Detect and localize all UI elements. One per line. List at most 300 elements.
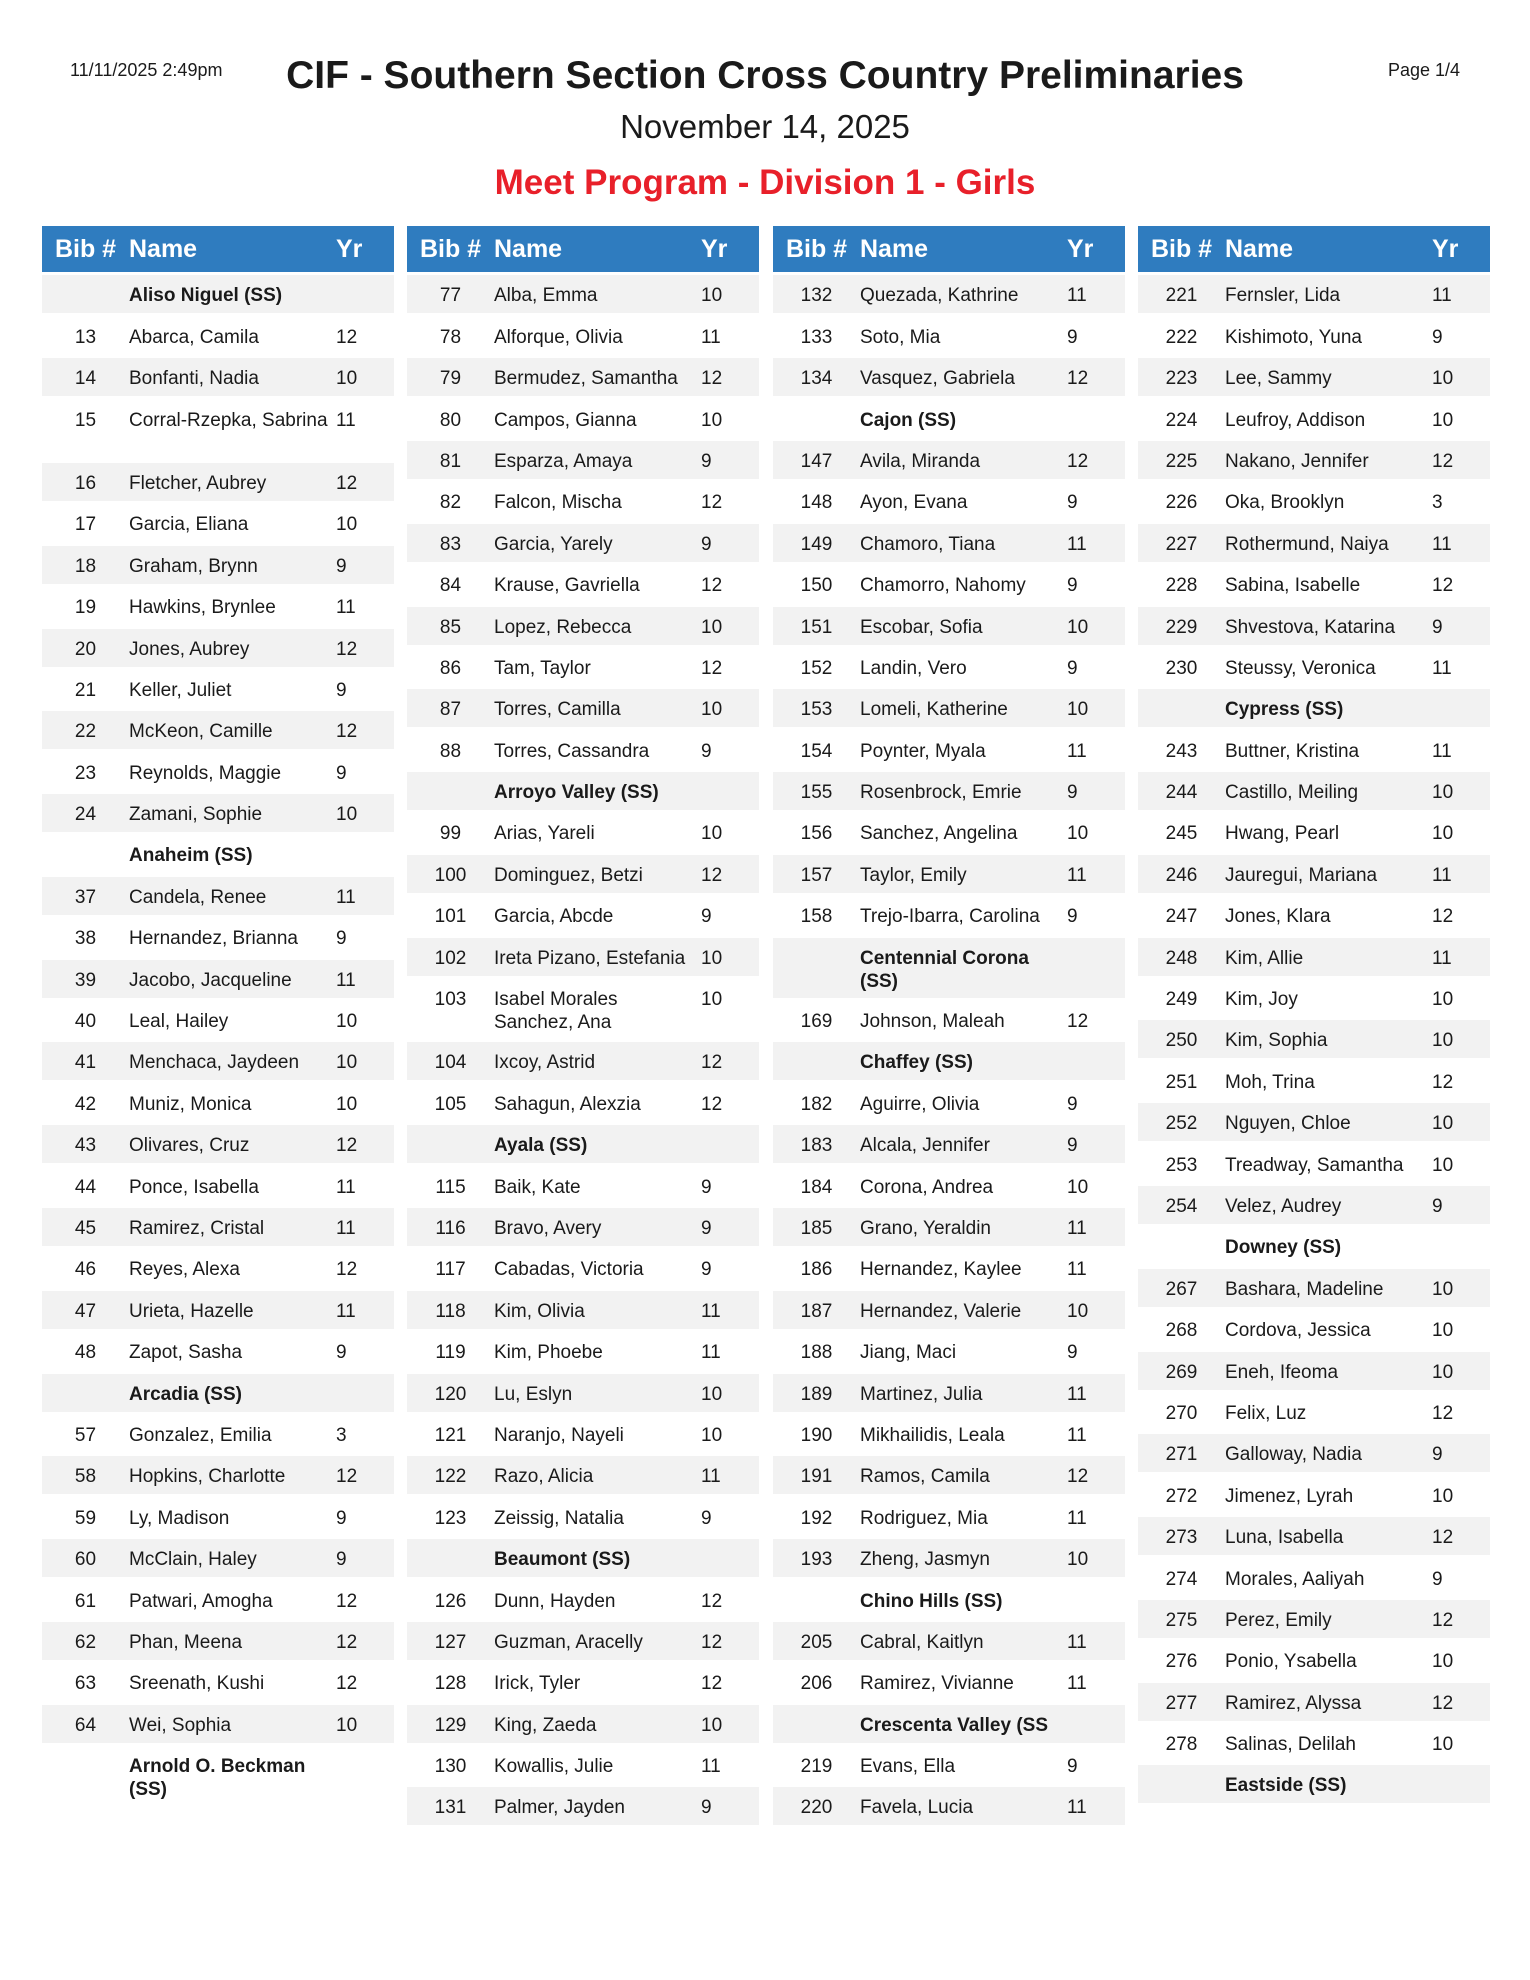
athlete-name: Hernandez, Brianna — [129, 928, 298, 950]
table-row — [407, 896, 759, 934]
school-row — [1138, 1227, 1490, 1265]
athlete-name: Kim, Phoebe — [494, 1342, 603, 1364]
table-row — [407, 648, 759, 686]
table-row — [42, 670, 394, 708]
table-row — [42, 877, 394, 915]
bib-cell — [773, 1581, 860, 1590]
year-cell: 12 — [1432, 1527, 1454, 1549]
school-name: Ayala (SS) — [494, 1135, 588, 1157]
table-row — [1138, 1559, 1490, 1597]
header-name: Name — [129, 234, 198, 263]
header-yr: Yr — [1067, 234, 1094, 263]
year-cell: 10 — [701, 989, 723, 1011]
year-cell: 10 — [1432, 409, 1454, 431]
bib-cell: 224 — [1165, 409, 1198, 431]
table-row — [773, 1332, 1125, 1370]
school-row — [42, 1374, 394, 1412]
athlete-name: Morales, Aaliyah — [1225, 1568, 1365, 1590]
entries-columns — [42, 226, 1488, 1826]
athlete-name: Leufroy, Addison — [1225, 409, 1366, 431]
bib-cell: 81 — [439, 450, 462, 472]
athlete-name: Aguirre, Olivia — [860, 1093, 980, 1115]
athlete-name: Cordova, Jessica — [1225, 1320, 1371, 1342]
table-row — [1138, 1724, 1490, 1762]
athlete-name: Zapot, Sasha — [129, 1342, 243, 1364]
page-title: CIF - Southern Section Cross Country Preliminaries — [286, 54, 1244, 97]
year-cell: 10 — [1432, 1320, 1454, 1342]
table-row — [1138, 1310, 1490, 1348]
table-row — [407, 1622, 759, 1660]
table-row — [773, 1084, 1125, 1122]
athlete-name: Bravo, Avery — [494, 1217, 602, 1239]
table-row — [42, 1084, 394, 1122]
bib-cell: 151 — [800, 616, 833, 638]
athlete-name: Candela, Renee — [129, 886, 267, 908]
year-cell: 12 — [336, 721, 358, 743]
table-row — [42, 629, 394, 667]
bib-cell: 15 — [74, 409, 97, 431]
bib-cell: 191 — [800, 1466, 833, 1488]
table-row — [1138, 275, 1490, 313]
bib-cell: 37 — [74, 886, 97, 908]
school-name: Chino Hills (SS) — [860, 1590, 1003, 1612]
bib-cell: 24 — [74, 804, 97, 826]
bib-cell: 152 — [800, 657, 833, 679]
bib-cell: 269 — [1165, 1361, 1198, 1383]
table-header — [407, 226, 759, 272]
table-row — [407, 1291, 759, 1329]
bib-cell: 60 — [74, 1549, 97, 1571]
year-cell: 9 — [336, 1342, 347, 1364]
header-name: Name — [860, 234, 929, 263]
year-cell: 10 — [1432, 1278, 1454, 1300]
athlete-name: Sahagun, Alexzia — [494, 1093, 641, 1115]
athlete-name: Taylor, Emily — [860, 864, 967, 886]
bib-cell — [42, 1746, 129, 1755]
year-cell: 11 — [1067, 1259, 1087, 1281]
athlete-name: Dunn, Hayden — [494, 1590, 616, 1612]
bib-cell — [407, 1539, 494, 1548]
bib-cell: 133 — [800, 326, 833, 348]
year-cell: 12 — [1432, 450, 1454, 472]
table-row — [407, 689, 759, 727]
page-number: Page 1/4 — [1387, 60, 1460, 80]
bib-cell: 105 — [434, 1093, 467, 1115]
table-row — [773, 1415, 1125, 1453]
year-cell: 11 — [701, 1342, 721, 1364]
bib-cell: 57 — [74, 1424, 97, 1446]
year-cell: 9 — [1067, 1756, 1078, 1778]
athlete-name: Campos, Gianna — [494, 409, 637, 431]
school-row — [1138, 1765, 1490, 1803]
table-row — [42, 1291, 394, 1329]
table-row — [407, 855, 759, 893]
year-cell — [1430, 1765, 1490, 1774]
bib-cell: 248 — [1165, 947, 1198, 969]
bib-cell: 252 — [1165, 1113, 1198, 1135]
table-row — [1138, 1186, 1490, 1224]
year-cell: 9 — [1067, 906, 1078, 928]
athlete-name: Soto, Mia — [860, 326, 941, 348]
bib-cell: 153 — [800, 699, 833, 721]
year-cell: 11 — [336, 969, 356, 991]
athlete-name: Kim, Sophia — [1225, 1030, 1328, 1052]
table-row — [407, 524, 759, 562]
bib-cell: 189 — [800, 1383, 833, 1405]
athlete-name: Hopkins, Charlotte — [129, 1466, 286, 1488]
table-row — [407, 1415, 759, 1453]
bib-cell: 103 — [434, 989, 467, 1011]
table-row — [1138, 317, 1490, 355]
bib-cell: 244 — [1165, 782, 1198, 804]
athlete-name: Garcia, Abcde — [494, 906, 614, 928]
year-cell: 10 — [701, 409, 723, 431]
bib-cell: 223 — [1165, 368, 1198, 390]
bib-cell — [407, 1125, 494, 1134]
bib-cell: 246 — [1165, 864, 1198, 886]
table-row — [773, 1663, 1125, 1701]
athlete-name: Reyes, Alexa — [129, 1259, 240, 1281]
bib-cell: 205 — [800, 1631, 833, 1653]
athlete-name: Jauregui, Mariana — [1225, 864, 1378, 886]
athlete-name: Mikhailidis, Leala — [860, 1424, 1005, 1446]
table-row — [407, 938, 759, 976]
year-cell: 12 — [701, 1673, 723, 1695]
athlete-name: Kim, Joy — [1225, 989, 1298, 1011]
bib-cell: 150 — [800, 575, 833, 597]
year-cell: 11 — [1067, 1507, 1087, 1529]
athlete-name: Lopez, Rebecca — [494, 616, 632, 638]
table-row — [773, 275, 1125, 313]
athlete-name: Kowallis, Julie — [494, 1756, 614, 1778]
bib-cell — [42, 275, 129, 284]
athlete-name: Rothermund, Naiya — [1225, 533, 1389, 555]
table-row — [42, 1208, 394, 1246]
bib-cell: 183 — [800, 1135, 833, 1157]
table-row — [1138, 400, 1490, 438]
table-row — [407, 441, 759, 479]
bib-cell: 230 — [1165, 657, 1198, 679]
year-cell: 10 — [336, 804, 358, 826]
year-cell: 10 — [701, 947, 723, 969]
year-cell: 9 — [336, 762, 347, 784]
bib-cell: 268 — [1165, 1320, 1198, 1342]
year-cell: 11 — [1067, 285, 1087, 307]
athlete-name: Shvestova, Katarina — [1225, 616, 1396, 638]
bib-cell: 100 — [434, 864, 467, 886]
table-row — [42, 504, 394, 542]
year-cell: 11 — [336, 1176, 356, 1198]
year-cell: 12 — [336, 326, 358, 348]
table-row — [407, 400, 759, 438]
bib-cell — [773, 1705, 860, 1714]
year-cell: 10 — [336, 1093, 358, 1115]
table-row — [1138, 979, 1490, 1017]
table-row — [773, 1291, 1125, 1329]
table-row — [42, 1539, 394, 1577]
bib-cell: 206 — [800, 1673, 833, 1695]
table-row — [407, 482, 759, 520]
athlete-name: Grano, Yeraldin — [860, 1217, 991, 1239]
athlete-name: Jiang, Maci — [860, 1342, 957, 1364]
bib-cell: 154 — [800, 740, 833, 762]
bib-cell: 80 — [439, 409, 462, 431]
athlete-name: Salinas, Delilah — [1225, 1734, 1356, 1756]
bib-cell: 88 — [439, 740, 462, 762]
athlete-name: Olivares, Cruz — [129, 1135, 250, 1157]
bib-cell: 46 — [74, 1259, 97, 1281]
bib-cell: 157 — [800, 864, 833, 886]
bib-cell: 63 — [74, 1673, 97, 1695]
bib-cell: 58 — [74, 1466, 97, 1488]
table-row — [407, 1084, 759, 1122]
school-row — [773, 1581, 1125, 1619]
header-bib: Bib # — [419, 234, 482, 263]
athlete-name: Wei, Sophia — [129, 1714, 232, 1736]
bib-cell: 61 — [74, 1590, 97, 1612]
table-row — [1138, 855, 1490, 893]
bib-cell: 118 — [435, 1300, 466, 1322]
year-cell: 9 — [701, 740, 712, 762]
table-row — [42, 1249, 394, 1287]
athlete-name: Fletcher, Aubrey — [129, 472, 267, 494]
year-cell: 11 — [1432, 740, 1452, 762]
bib-cell: 276 — [1165, 1651, 1198, 1673]
table-row — [773, 855, 1125, 893]
athlete-name: Ramirez, Alyssa — [1225, 1692, 1362, 1714]
year-cell: 12 — [336, 638, 358, 660]
table-row — [42, 753, 394, 791]
table-row — [1138, 1476, 1490, 1514]
table-row — [42, 546, 394, 584]
table-row — [42, 1498, 394, 1536]
athlete-name: Eneh, Ifeoma — [1225, 1361, 1339, 1383]
year-cell — [1065, 400, 1125, 409]
bib-cell: 185 — [800, 1217, 833, 1239]
bib-cell: 188 — [800, 1342, 833, 1364]
bib-cell: 116 — [435, 1217, 466, 1239]
school-row — [42, 835, 394, 873]
bib-cell: 128 — [434, 1673, 467, 1695]
athlete-name: Irick, Tyler — [494, 1673, 581, 1695]
athlete-name: King, Zaeda — [494, 1714, 597, 1736]
year-cell: 11 — [336, 409, 356, 431]
year-cell: 12 — [1067, 1466, 1089, 1488]
athlete-name: Oka, Brooklyn — [1225, 492, 1345, 514]
bib-cell: 20 — [74, 638, 97, 660]
table-header — [773, 226, 1125, 272]
year-cell: 10 — [336, 1011, 358, 1033]
school-row — [407, 772, 759, 810]
athlete-name: Jones, Klara — [1225, 906, 1331, 928]
bib-cell — [407, 772, 494, 781]
year-cell: 11 — [1432, 285, 1452, 307]
bib-cell: 190 — [800, 1424, 833, 1446]
school-name: Eastside (SS) — [1225, 1775, 1347, 1797]
table-row — [1138, 1269, 1490, 1307]
bib-cell: 275 — [1165, 1609, 1198, 1631]
header-bib: Bib # — [54, 234, 117, 263]
athlete-name: Escobar, Sofia — [860, 616, 983, 638]
bib-cell: 226 — [1165, 492, 1198, 514]
bib-cell: 278 — [1165, 1734, 1198, 1756]
athlete-name: Lomeli, Katherine — [860, 699, 1008, 721]
year-cell: 9 — [1067, 575, 1078, 597]
bib-cell: 271 — [1165, 1444, 1198, 1466]
table-row — [407, 1167, 759, 1205]
bib-cell: 148 — [800, 492, 833, 514]
year-cell: 9 — [1067, 326, 1078, 348]
year-cell — [699, 772, 759, 781]
table-row — [42, 1332, 394, 1370]
athlete-name: Rodriguez, Mia — [860, 1507, 988, 1529]
header-bib: Bib # — [785, 234, 848, 263]
bib-cell: 182 — [800, 1093, 833, 1115]
header-name: Name — [1225, 234, 1294, 263]
table-row — [773, 1622, 1125, 1660]
year-cell: 11 — [1067, 1424, 1087, 1446]
year-cell: 12 — [336, 1135, 358, 1157]
table-row — [42, 1663, 394, 1701]
table-header — [1138, 226, 1490, 272]
table-row — [42, 1415, 394, 1453]
bib-cell: 23 — [74, 762, 97, 784]
athlete-name: Bonfanti, Nadia — [129, 368, 259, 390]
athlete-name: Johnson, Maleah — [860, 1011, 1005, 1033]
school-name: Cypress (SS) — [1225, 699, 1344, 721]
bib-cell: 187 — [800, 1300, 833, 1322]
athlete-name: Chamoro, Tiana — [860, 533, 996, 555]
table-row — [42, 358, 394, 396]
table-row — [773, 1456, 1125, 1494]
athlete-name: Alforque, Olivia — [494, 326, 623, 348]
bib-cell: 19 — [74, 597, 97, 619]
year-cell: 10 — [1067, 699, 1089, 721]
header-yr: Yr — [1432, 234, 1459, 263]
year-cell: 10 — [1067, 823, 1089, 845]
athlete-name: Esparza, Amaya — [494, 450, 633, 472]
athlete-name: Velez, Audrey — [1225, 1195, 1342, 1217]
year-cell: 11 — [1432, 947, 1452, 969]
table-row — [773, 1498, 1125, 1536]
bib-cell: 64 — [74, 1714, 97, 1736]
table-row — [1138, 772, 1490, 810]
bib-cell: 147 — [800, 450, 833, 472]
bib-cell: 16 — [74, 472, 97, 494]
athlete-name: Patwari, Amogha — [129, 1590, 273, 1612]
bib-cell: 41 — [74, 1052, 97, 1074]
athlete-name: Cabadas, Victoria — [494, 1259, 644, 1281]
year-cell: 10 — [1432, 368, 1454, 390]
entries-column-2 — [407, 226, 759, 1825]
year-cell: 10 — [1067, 616, 1089, 638]
athlete-name: Jimenez, Lyrah — [1225, 1485, 1354, 1507]
year-cell: 12 — [336, 1259, 358, 1281]
athlete-name: Evans, Ella — [860, 1756, 956, 1778]
school-name: Aliso Niguel (SS) — [129, 285, 283, 307]
year-cell: 9 — [1067, 782, 1078, 804]
athlete-name: Leal, Hailey — [129, 1011, 229, 1033]
year-cell: 12 — [1067, 1011, 1089, 1033]
athlete-name: Hawkins, Brynlee — [129, 597, 276, 619]
athlete-name: Lee, Sammy — [1225, 368, 1332, 390]
year-cell: 10 — [1432, 1113, 1454, 1135]
bib-cell: 272 — [1165, 1485, 1198, 1507]
year-cell: 10 — [336, 368, 358, 390]
year-cell: 11 — [701, 326, 721, 348]
year-cell: 12 — [336, 472, 358, 494]
athlete-name: Jacobo, Jacqueline — [129, 969, 292, 991]
table-row — [407, 607, 759, 645]
athlete-name: Palmer, Jayden — [494, 1797, 625, 1819]
table-row — [407, 1332, 759, 1370]
table-row — [1138, 938, 1490, 976]
bib-cell: 122 — [434, 1466, 467, 1488]
table-row — [1138, 441, 1490, 479]
year-cell: 12 — [701, 657, 723, 679]
header-yr: Yr — [336, 234, 363, 263]
athlete-name: Bermudez, Samantha — [494, 368, 678, 390]
year-cell: 9 — [1432, 1195, 1443, 1217]
year-cell — [334, 835, 394, 844]
bib-cell: 85 — [439, 616, 462, 638]
bib-cell: 104 — [434, 1052, 467, 1074]
table-row — [407, 565, 759, 603]
athlete-name: Quezada, Kathrine — [860, 285, 1019, 307]
school-row — [773, 938, 1125, 998]
table-row — [42, 1167, 394, 1205]
bib-cell: 249 — [1165, 989, 1198, 1011]
athlete-name: Martinez, Julia — [860, 1383, 983, 1405]
table-row — [42, 463, 394, 501]
school-name: Arroyo Valley (SS) — [494, 782, 659, 804]
header-yr: Yr — [701, 234, 728, 263]
year-cell — [699, 1539, 759, 1548]
bib-cell: 253 — [1165, 1154, 1198, 1176]
bib-cell: 222 — [1165, 326, 1198, 348]
bib-cell: 149 — [800, 533, 833, 555]
bib-cell: 130 — [434, 1756, 467, 1778]
year-cell: 10 — [1432, 1361, 1454, 1383]
table-row — [1138, 565, 1490, 603]
athlete-name: Luna, Isabella — [1225, 1527, 1344, 1549]
bib-cell: 120 — [434, 1383, 467, 1405]
athlete-name: Hernandez, Valerie — [860, 1300, 1022, 1322]
school-row — [407, 1539, 759, 1577]
athlete-name: Ponio, Ysabella — [1225, 1651, 1357, 1673]
athlete-name: Alba, Emma — [494, 285, 598, 307]
athlete-name: Ramos, Camila — [860, 1466, 990, 1488]
bib-cell: 155 — [800, 782, 833, 804]
bib-cell — [773, 1042, 860, 1051]
bib-cell: 220 — [800, 1797, 833, 1819]
table-row — [407, 1208, 759, 1246]
year-cell: 10 — [701, 1714, 723, 1736]
bib-cell — [773, 938, 860, 947]
bib-cell: 99 — [439, 823, 462, 845]
table-row — [773, 1374, 1125, 1412]
bib-cell: 131 — [434, 1797, 467, 1819]
table-row — [407, 358, 759, 396]
year-cell: 11 — [1067, 740, 1087, 762]
bib-cell: 274 — [1165, 1568, 1198, 1590]
school-row — [773, 400, 1125, 438]
school-name: Crescenta Valley (SS — [860, 1714, 1048, 1736]
year-cell: 12 — [1432, 575, 1454, 597]
table-row — [407, 275, 759, 313]
year-cell: 11 — [1432, 657, 1452, 679]
table-row — [773, 607, 1125, 645]
